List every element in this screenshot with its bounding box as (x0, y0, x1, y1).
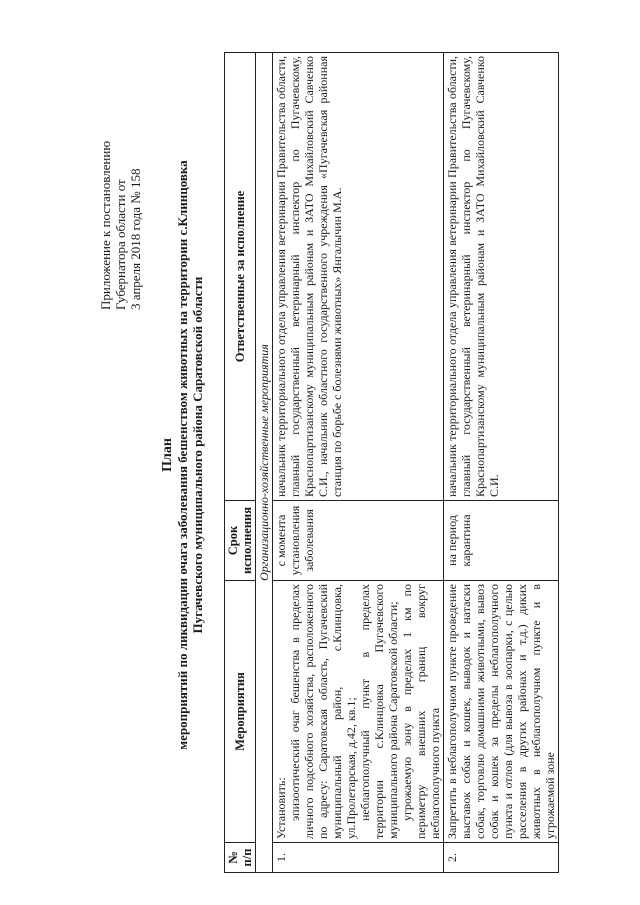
appendix-line-1: Приложение к постановлению (98, 140, 113, 310)
row-num: 2. (444, 843, 559, 873)
row-term: с момента установления заболевания (273, 501, 444, 581)
measure-paragraph: эпизоотический очаг бешенства в пределах личного подсобного хозяйства, расположенного по адресу: Саратовская область, Пугачевский муниципальный район, с.Клинцовка, ул.Пролетарская, д.42, кв.1; (288, 584, 358, 839)
row-responsible: начальник территориального отдела управления ветеринарии Правительства области, главный государственный ветеринарный инспектор по Пугачевскому, Краснопартизанскому муниципальным районам и ЗАТО Михайловский Савченко С.И., начальник областного государственного учреждения «Пугачевская районная станция по борьбе с болезнями животных» Янгалычин М.А. (273, 53, 444, 501)
header-measures: Мероприятия (225, 581, 256, 843)
row-measure (273, 581, 444, 843)
table-header-row (225, 53, 256, 873)
row-num: 1. (273, 843, 444, 873)
table-row (444, 53, 559, 873)
measure-intro: Установить: (274, 777, 288, 839)
row-responsible: начальник территориального отдела управления ветеринарии Правительства области, главный государственный ветеринарный инспектор по Пугачевскому, Краснопартизанскому муниципальным районам и ЗАТО Михайловский Савченко С.И. (444, 53, 559, 501)
title-line-2: Пугачевского муниципального района Саратовской области (190, 276, 205, 634)
appendix-line-3: 3 апреля 2018 года № 158 (128, 168, 143, 310)
document-title (160, 95, 205, 815)
measure-paragraph: угрожаемую зону в пределах 1 км по периметру внешних границ вокруг неблагополучного пункта (400, 584, 442, 839)
measure-paragraph: неблагополучный пункт в пределах территории с.Клинцовка Пугачевского муниципального района Саратовской области; (358, 584, 400, 839)
appendix-line-2: Губернатора области от (113, 179, 128, 310)
table-row (273, 53, 444, 873)
section-row (256, 53, 273, 873)
row-term: на период карантина (444, 501, 559, 581)
measures-table (224, 52, 559, 873)
header-term: Срок исполнения (225, 501, 256, 581)
title-plan: План (160, 438, 175, 472)
header-num: № п/п (225, 843, 256, 873)
title-line-1: мероприятий по ликвидации очага заболевания бешенством животных на территории с.Клинцовка (175, 160, 190, 750)
section-title: Организационно-хозяйственные мероприятия (256, 53, 273, 873)
row-measure: Запретить в неблагополучном пункте проведение выставок собак и кошек, выводок и натаски собак, торговлю домашними животными, вывоз собак и кошек за пределы неблагополучного пункта и отлов (для вывоза в зоопарки, с целью расселения в других районах и т.д.) диких животных в неблагополучном пункте и в угрожаемой зоне (444, 581, 559, 843)
header-responsible: Ответственные за исполнение (225, 53, 256, 501)
appendix-note (98, 80, 143, 310)
